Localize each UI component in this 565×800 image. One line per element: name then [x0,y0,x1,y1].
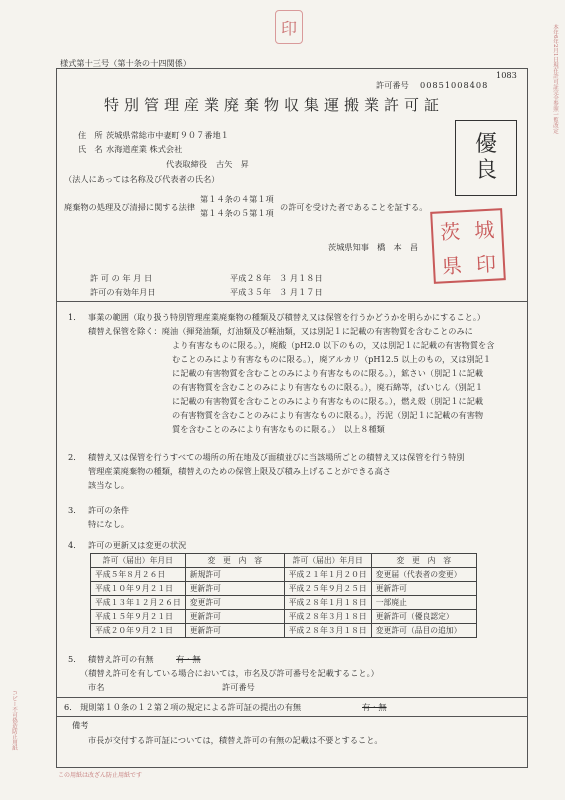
section-3-number: 3． [68,505,82,515]
col-header: 変 更 内 容 [185,554,284,568]
section-2-line: 該当なし。 [88,480,129,490]
document-title: 特別管理産業廃棄物収集運搬業許可証 [104,96,445,114]
section-1-line: より有害なものに限る。），廃酸（pH2.0 以下のもの，又は別記１に記載の有害物質を含 [172,340,495,350]
section-6-text: 規則第１０条の１２第２項の規定による許可証の提出の有無 [80,702,302,712]
history-table [90,553,477,638]
section-6-number: 6． [64,702,78,712]
section-1-line: 質を含むことのみにより有害なものに限る。） 以上８種類 [172,424,385,434]
address-label: 住 所 [78,130,103,140]
section-5-value: 有・無 [176,654,201,664]
permit-number-label: 許可番号 [376,80,409,90]
bottom-security-text: この用紙は改ざん防止用紙です [58,772,143,779]
yuryo-char-1: 優 [474,132,497,157]
section-3-value: 特になし。 [88,519,129,529]
representative-name: 古矢 昇 [216,159,249,169]
section-1-line: に記載の有害物質を含むことのみにより有害なものに限る。），燃え殻（別記１に記載 [172,396,484,406]
col-header: 許可（届出）年月日 [91,554,186,568]
section-6-value: 有・無 [362,702,387,712]
valid-date: 平成３５年 ３ 月１７日 [230,287,323,297]
section-5-label: 積替え許可の有無 [88,654,154,664]
law-clause-1: 第１４条の４第１項 [200,194,274,204]
city-label: 市名 [88,682,105,692]
section-5-note: （積替え許可を有している場合においては，市名及び許可番号を記載すること。） [80,668,379,678]
section-2-line: 積替え又は保管を行うすべての場所の所在地及び面積並びに当該場所ごとの積替え又は保管を行う特別 [88,452,465,462]
company-name: 水海道産業 株式会社 [106,144,183,154]
remarks-label: 備考 [72,720,89,730]
divider [56,716,528,717]
section-1-line: 事業の範囲（取り扱う特別管理産業廃棄物の種類及び積替え又は保管を行うかどうかを明らかにすること。） [88,312,486,322]
permit-date-label: 許 可 の 年 月 日 [90,273,153,283]
form-label: 様式第十三号（第十条の十四関係） [60,58,192,68]
section-2-number: 2． [68,452,82,462]
section-1-line: に記載の有害物質を含むことのみにより有害なものに限る。），鉱さい（別記１に記載 [172,368,484,378]
law-suffix: の許可を受けた者であることを証する。 [280,202,428,212]
table-row: 平成５年８月２６日 新規許可 平成２１年１月２０日 変更届（代表者の変更） [91,568,477,582]
table-row: 平成１３年１２月２６日 変更許可 平成２８年１月１８日 一部廃止 [91,596,477,610]
table-row: 平成２０年９月２１日 更新許可 平成２８年３月１８日 変更許可（品目の追加） [91,624,477,638]
representative-role: 代表取締役 [166,159,207,169]
permit-no-label: 許可番号 [222,682,255,692]
section-4-label: 許可の更新又は変更の状況 [88,540,187,550]
section-4-number: 4． [68,540,82,550]
valid-date-label: 許可の有効年月日 [90,287,156,297]
divider [56,301,528,302]
law-clause-2: 第１４条の５第１項 [200,208,274,218]
col-header: 許可（届出）年月日 [284,554,371,568]
section-1-line: の有害物質を含むことのみにより有害なものに限る。），汚泥（別記１に記載の有害物 [172,410,484,420]
section-3-label: 許可の条件 [88,505,129,515]
name-label: 氏 名 [78,144,103,154]
section-1-line: 積替え保管を除く：廃油（揮発油類，灯油類及び軽油類，又は別記１に記載の有害物質を含むことのみに [88,326,473,336]
yuryo-char-2: 良 [474,158,497,183]
remarks-text: 市長が交付する許可証については，積替え許可の有無の記載は不要とすること。 [88,735,383,745]
prefecture-seal: 茨 城 県 印 [430,208,506,284]
section-1-line: の有害物質を含むことのみにより有害なものに限る。），廃石綿等，ばいじん（別記１ [172,382,484,392]
excellent-operator-mark [455,120,517,196]
top-seal-stamp: 印 [275,10,303,44]
address-value: 茨城県常総市中妻町９０７番地１ [106,130,229,140]
section-5-number: 5． [68,654,82,664]
permit-date: 平成２８年 ３ 月１８日 [230,273,323,283]
issuer-name: 茨城県知事 橋 本 昌 [328,242,419,252]
table-row: 平成１５年９月２１日 更新許可 平成２８年３月１８日 更新許可（優良認定） [91,610,477,624]
section-2-line: 管理産業廃棄物の種類，積替えのための保管上限及び積み上げることができる高さ [88,466,391,476]
name-note: （法人にあっては名称及び代表者の氏名） [64,174,220,184]
section-1-number: 1． [68,312,82,322]
table-row: 平成１０年９月２１日 更新許可 平成２５年９月２５日 更新許可 [91,582,477,596]
divider [56,697,528,698]
section-1-line: むことのみにより有害なものに限る。），廃アルカリ（pH12.5 以上のもの，又は別記１ [172,354,492,364]
page-number: 1083 [496,70,517,80]
revision-note: 本年6年2月1日現在許可証完全参照一覧改定 [552,24,558,134]
permit-number: 00851008408 [420,80,489,90]
table-header-row [91,554,477,568]
side-security-text: コピー不可偽造防止用紙 [11,690,17,751]
law-prefix: 廃棄物の処理及び清掃に関する法律 [64,202,196,212]
col-header: 変 更 内 容 [371,554,476,568]
